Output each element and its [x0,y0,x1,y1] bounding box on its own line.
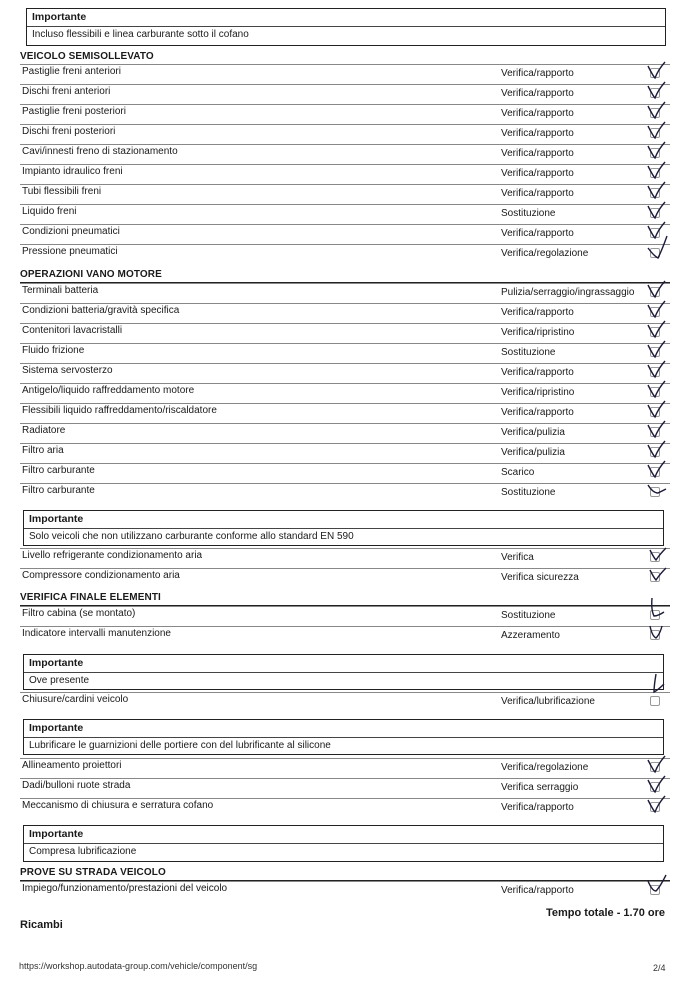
row-item: Chiusure/cardini veicolo [22,694,129,705]
row-item: Impianto idraulico freni [22,166,123,177]
checkmark-icon [646,319,668,341]
row-rule [20,343,670,344]
row-action: Azzeramento [501,630,560,641]
page-number: 2/4 [653,963,666,973]
row-action: Pulizia/serraggio/ingrassaggio [501,287,635,298]
note-text: Incluso flessibili e linea carburante sotto il cofano [32,29,249,40]
row-rule [20,64,670,65]
row-rule [20,303,670,304]
note-divider [24,528,663,529]
checklist-row [20,144,670,163]
row-rule [20,626,670,627]
checklist-row [20,423,670,442]
checkmark-icon [646,622,668,644]
note-title: Importante [29,657,84,669]
row-item: Pastiglie freni posteriori [22,106,126,117]
row-rule [20,443,670,444]
row-action: Verifica/ripristino [501,387,575,398]
row-rule [20,881,670,882]
row-rule [20,204,670,205]
note-text: Solo veicoli che non utilizzano carburante conforme allo standard EN 590 [29,531,354,542]
checkmark-icon [646,140,668,162]
note-title: Importante [29,722,84,734]
row-action: Verifica/lubrificazione [501,696,595,707]
row-item: Sistema servosterzo [22,365,113,376]
checkmark-icon [646,220,668,242]
row-action: Verifica/rapporto [501,168,574,179]
checkmark-icon [646,564,668,586]
total-time: Tempo totale - 1.70 ore [546,907,665,919]
checklist-row [20,383,670,402]
row-item: Allineamento proiettori [22,760,122,771]
row-rule [20,244,670,245]
row-rule [20,144,670,145]
row-item: Radiatore [22,425,66,436]
row-item: Impiego/funzionamento/prestazioni del veicolo [22,883,228,894]
checkmark-icon [646,774,668,796]
row-item: Antigelo/liquido raffreddamento motore [22,385,195,396]
note-title: Importante [29,513,84,525]
checkmark-icon [646,120,668,142]
row-action: Sostituzione [501,610,556,621]
section-heading-label: PROVE SU STRADA VEICOLO [20,867,166,878]
row-rule [20,568,670,569]
section-heading [20,50,670,65]
row-item: Flessibili liquido raffreddamento/riscaldatore [22,405,217,416]
note-divider [24,737,663,738]
note-divider [24,672,663,673]
checklist-row [20,184,670,203]
note-box [23,719,664,755]
checklist-row [20,463,670,482]
row-item: Filtro carburante [22,485,95,496]
row-item: Pressione pneumatici [22,246,118,257]
checkmark-icon [646,180,668,202]
checklist-row [20,343,670,362]
row-action: Verifica/rapporto [501,148,574,159]
row-item: Dischi freni anteriori [22,86,111,97]
row-action: Verifica/rapporto [501,802,574,813]
note-divider [27,26,665,27]
section-heading-label: VEICOLO SEMISOLLEVATO [20,51,154,62]
checkmark-icon [646,419,668,441]
checkmark-icon [646,200,668,222]
checkmark-icon [646,100,668,122]
checklist-row [20,758,670,777]
row-action: Verifica/rapporto [501,88,574,99]
row-rule [20,363,670,364]
checklist-row [20,303,670,322]
note-text: Ove presente [29,675,90,686]
row-action: Verifica serraggio [501,782,579,793]
checklist-row [20,363,670,382]
parts-heading: Ricambi [20,919,63,931]
note-box [23,825,664,862]
row-rule [20,323,670,324]
checkmark-icon [646,754,668,776]
checklist-row [20,798,670,817]
row-item: Indicatore intervalli manutenzione [22,628,171,639]
section-heading [20,866,670,881]
row-action: Verifica/rapporto [501,885,574,896]
row-item: Pastiglie freni anteriori [22,66,121,77]
checkmark-icon [646,379,668,401]
row-action: Sostituzione [501,487,556,498]
checklist-row [20,626,670,645]
row-action: Verifica/regolazione [501,762,589,773]
checkmark-icon [646,459,668,481]
row-action: Verifica/pulizia [501,427,565,438]
checklist-row [20,204,670,223]
checkmark-icon [646,160,668,182]
note-title: Importante [29,828,84,840]
checkmark-icon [646,544,668,566]
row-action: Verifica/rapporto [501,108,574,119]
checkmark-icon [646,877,668,899]
checklist-row [20,548,670,567]
note-text: Compresa lubrificazione [29,846,137,857]
row-action: Verifica/rapporto [501,307,574,318]
checkmark-icon [646,439,668,461]
row-rule [20,548,670,549]
row-action: Verifica/ripristino [501,327,575,338]
checklist-row [20,323,670,342]
note-divider [24,843,663,844]
row-rule [20,184,670,185]
row-rule [20,463,670,464]
row-rule [20,224,670,225]
row-item: Terminali batteria [22,285,99,296]
checkmark-icon [646,359,668,381]
row-item: Dischi freni posteriori [22,126,116,137]
row-rule [20,104,670,105]
note-text: Lubrificare le guarnizioni delle portiere con del lubrificante al silicone [29,740,331,751]
section-heading-label: OPERAZIONI VANO MOTORE [20,269,162,280]
checklist-row [20,283,670,302]
section-heading [20,268,670,283]
checklist-row [20,224,670,243]
row-action: Scarico [501,467,535,478]
note-box [23,654,664,690]
row-rule [20,84,670,85]
checkmark-icon [646,602,668,624]
row-rule [20,283,670,284]
checklist-row [20,164,670,183]
checkmark-icon [646,240,668,262]
row-item: Livello refrigerante condizionamento aria [22,550,203,561]
checklist-row [20,104,670,123]
note-box [26,8,666,46]
checklist-row [20,124,670,143]
checkmark-icon [646,279,668,301]
row-rule [20,383,670,384]
row-action: Verifica/rapporto [501,407,574,418]
row-action: Verifica/rapporto [501,188,574,199]
row-action: Verifica/rapporto [501,128,574,139]
checklist-row [20,778,670,797]
checkmark-icon [646,80,668,102]
checklist-row [20,244,670,263]
checklist-row [20,64,670,83]
checkmark-icon [646,688,668,710]
checkmark-icon [646,299,668,321]
row-item: Liquido freni [22,206,77,217]
row-rule [20,758,670,759]
checklist-row [20,606,670,625]
checkmark-icon [646,794,668,816]
row-item: Fluido frizione [22,345,85,356]
row-item: Meccanismo di chiusura e serratura cofano [22,800,214,811]
row-action: Verifica/pulizia [501,447,565,458]
row-item: Filtro cabina (se montato) [22,608,136,619]
row-action: Sostituzione [501,347,556,358]
row-item: Filtro carburante [22,465,95,476]
row-rule [20,606,670,607]
row-rule [20,778,670,779]
checkmark-icon [646,339,668,361]
checklist-row [20,483,670,502]
row-item: Condizioni batteria/gravità specifica [22,305,180,316]
row-item: Dadi/bulloni ruote strada [22,780,131,791]
row-item: Contenitori lavacristalli [22,325,123,336]
checkmark-icon [646,60,668,82]
note-box [23,510,664,546]
row-rule [20,483,670,484]
row-action: Verifica/regolazione [501,248,589,259]
checkmark-icon [646,479,668,501]
checklist-row [20,443,670,462]
checklist-row [20,84,670,103]
row-action: Verifica/rapporto [501,68,574,79]
checklist-row [20,568,670,587]
footer-url[interactable]: https://workshop.autodata-group.com/vehicle/component/sg [19,961,258,971]
row-rule [20,164,670,165]
section-heading [20,591,670,606]
row-item: Cavi/innesti freno di stazionamento [22,146,178,157]
row-action: Sostituzione [501,208,556,219]
row-rule [20,403,670,404]
row-rule [20,798,670,799]
row-action: Verifica/rapporto [501,228,574,239]
row-rule [20,692,670,693]
row-item: Condizioni pneumatici [22,226,120,237]
row-item: Compressore condizionamento aria [22,570,180,581]
row-item: Filtro aria [22,445,64,456]
row-rule [20,124,670,125]
note-title: Importante [32,11,87,23]
checklist-row [20,403,670,422]
section-heading-label: VERIFICA FINALE ELEMENTI [20,592,161,603]
row-action: Verifica sicurezza [501,572,579,583]
row-action: Verifica/rapporto [501,367,574,378]
checklist-row [20,692,670,711]
row-action: Verifica [501,552,534,563]
checklist-row [20,881,670,900]
row-item: Tubi flessibili freni [22,186,102,197]
checkmark-icon [646,399,668,421]
row-rule [20,423,670,424]
